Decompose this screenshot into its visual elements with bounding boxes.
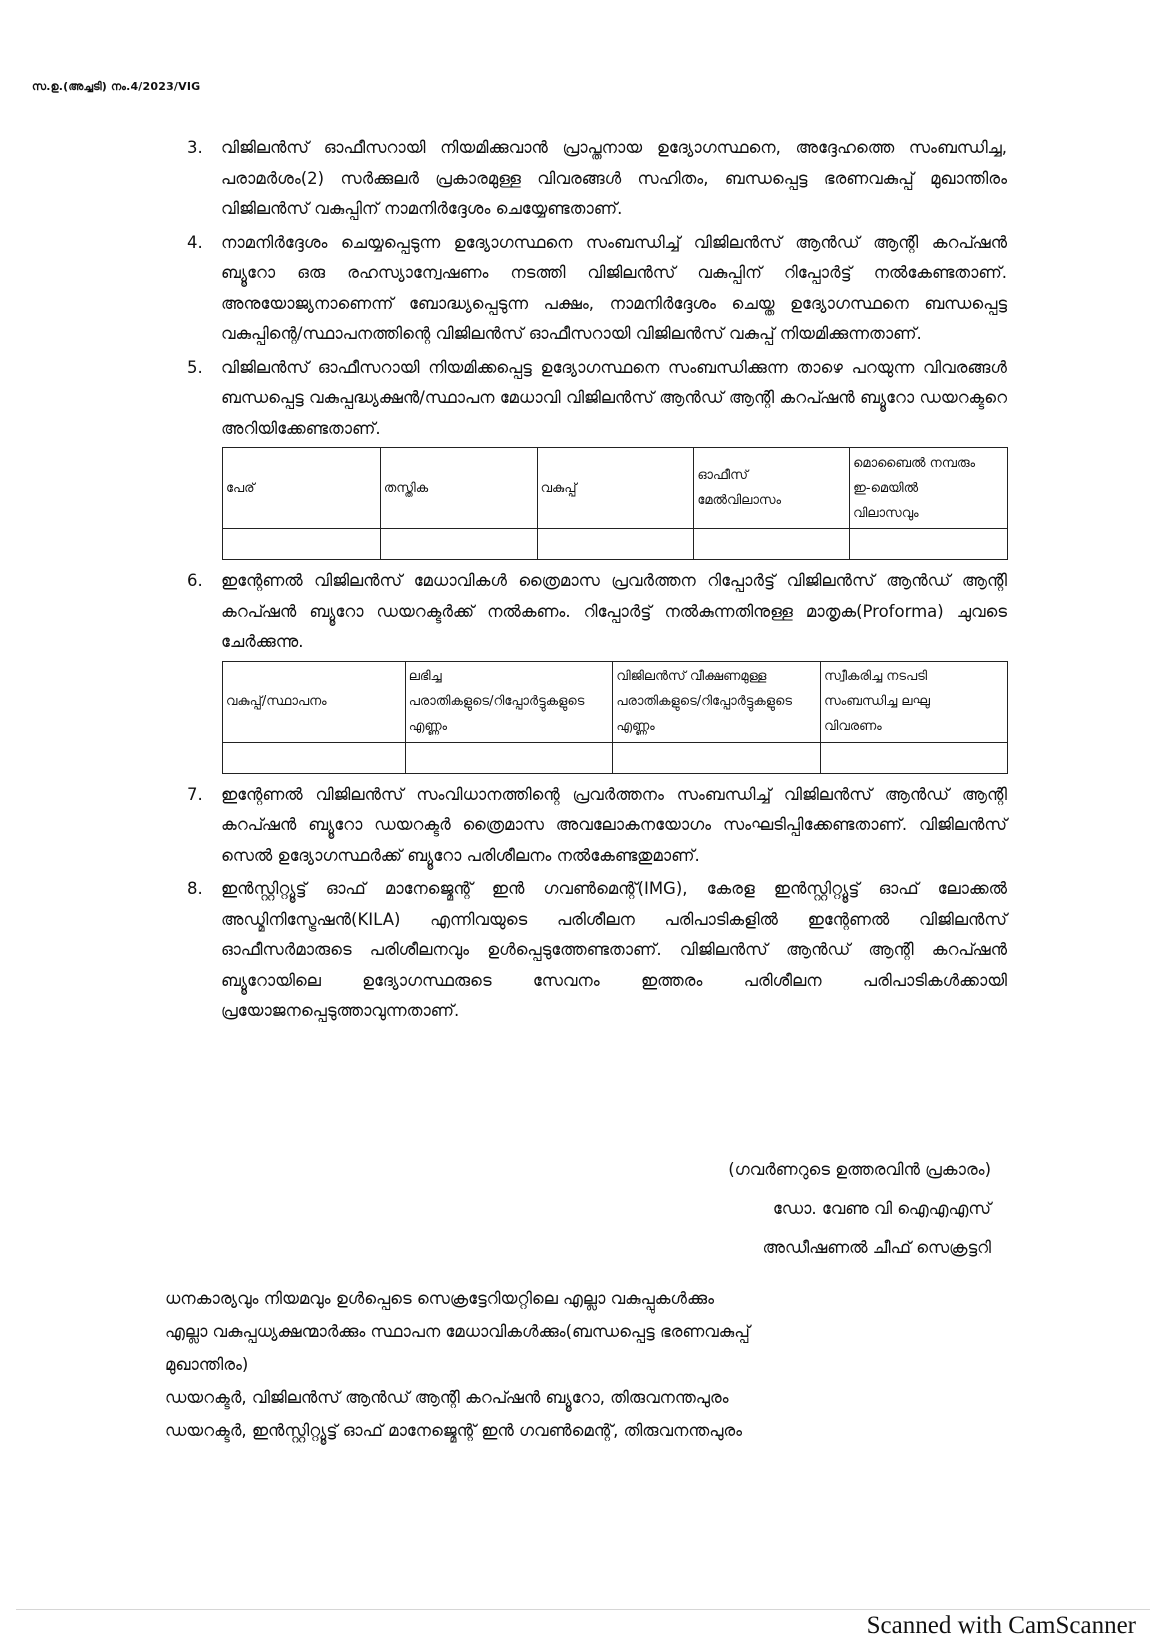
clause-8 [187,874,1007,1027]
signature-block [728,1150,991,1267]
column-header: മൊബൈൽ നമ്പരും ഇ-മെയിൽ വിലാസവും [850,448,1008,529]
clause-number: 7. [187,784,203,804]
distribution-line: മുഖാന്തിരം) [165,1355,249,1374]
distribution-line: ധനകാര്യവും നിയമവും ഉൾപ്പെടെ സെക്രട്ടേറിയറ്റിലെ എല്ലാ വകുപ്പുകൾക്കും [165,1289,714,1308]
column-header: വകുപ്പ് [537,448,694,529]
clause-number: 5. [187,357,203,377]
footer-divider [16,1609,1150,1610]
table-cell [223,742,406,773]
clause-text: വിജിലൻസ് ഓഫീസറായി നിയമിക്കപ്പെട്ട ഉദ്യോഗസ്ഥനെ സംബന്ധിക്കുന്ന താഴെ പറയുന്ന വിവരങ്ങൾ ബന്ധപ്പെട്ട വകുപ്പദ്ധ്യക്ഷൻ/സ്ഥാപന മേധാവി വിജിലൻസ് ആൻഡ് ആന്റി കറപ്ഷൻ ബ്യൂറോ ഡയറക്ടറെ അറിയിക്കേണ്ടതാണ്. [221,357,1007,438]
table-cell [694,529,850,560]
clause-number: 8. [187,879,203,898]
clause-4 [187,228,1007,350]
scanner-watermark: Scanned with CamScanner [866,1612,1136,1639]
clause-number: 6. [187,571,203,590]
authority-line: (ഗവർണറുടെ ഉത്തരവിൻ പ്രകാരം) [728,1160,991,1179]
table-row [223,529,1008,560]
column-header: വകുപ്പ്/സ്ഥാപനം [223,661,406,742]
signatory-designation: അഡീഷണൽ ചീഫ് സെക്രട്ടറി [762,1238,991,1257]
order-reference: സ.ഉ.(അച്ചടി) നം.4/2023/VIG [32,80,201,93]
table-cell [223,529,381,560]
table-cell [821,742,1008,773]
clause-number: 4. [187,232,203,252]
distribution-line: ഡയറക്ടർ, ഇൻസ്റ്റിറ്റ്യൂട്ട് ഓഫ് മാനേജ്മെന്റ് ഇൻ ഗവൺമെന്റ്, തിരുവനന്തപുരം [165,1421,743,1440]
clause-6 [187,566,1007,658]
signatory-name: ഡോ. വേണു വി ഐഎഎസ് [772,1199,991,1218]
order-body [187,133,1007,1030]
column-header: വിജിലൻസ് വീക്ഷണമുള്ള പരാതികളുടെ/റിപ്പോർട്ടുകളുടെ എണ്ണം [613,661,821,742]
distribution-line: ഡയറക്ടർ, വിജിലൻസ് ആൻഡ് ആന്റി കറപ്ഷൻ ബ്യൂറോ, തിരുവനന്തപുരം [165,1388,729,1407]
column-header: സ്വീകരിച്ച നടപടി സംബന്ധിച്ച ലഘു വിവരണം [821,661,1008,742]
proforma-table [222,661,1008,774]
table-cell [380,529,537,560]
table-header-row [223,448,1008,529]
table-cell [850,529,1008,560]
table-header-row [223,661,1008,742]
clause-text: നാമനിർദ്ദേശം ചെയ്യപ്പെടുന്ന ഉദ്യോഗസ്ഥനെ സംബന്ധിച്ച് വിജിലൻസ് ആൻഡ് ആന്റി കറപ്ഷൻ ബ്യൂറോ ഒരു രഹസ്യാന്വേഷണം നടത്തി വിജിലൻസ് വകുപ്പിന് റിപ്പോർട്ട് നൽകേണ്ടതാണ്. അനുയോജ്യനാണെന്ന് ബോദ്ധ്യപ്പെടുന്ന പക്ഷം, നാമനിർദ്ദേശം ചെയ്ത ഉദ്യോഗസ്ഥനെ ബന്ധപ്പെട്ട വകുപ്പിന്റെ/സ്ഥാപനത്തിന്റെ വിജിലൻസ് ഓഫീസറായി വിജിലൻസ് വകുപ്പ് നിയമിക്കുന്നതാണ്. [221,232,1007,343]
column-header: തസ്തിക [380,448,537,529]
table-cell [405,742,613,773]
clause-text: ഇന്റേണൽ വിജിലൻസ് സംവിധാനത്തിന്റെ പ്രവർത്തനം സംബന്ധിച്ച് വിജിലൻസ് ആൻഡ് ആന്റി കറപ്ഷൻ ബ്യൂറോ ഡയറക്ടർ ത്രൈമാസ അവലോകനയോഗം സംഘടിപ്പിക്കേണ്ടതാണ്. വിജിലൻസ് സെൽ ഉദ്യോഗസ്ഥർക്ക് ബ്യൂറോ പരിശീലനം നൽകേണ്ടതുമാണ്. [221,784,1007,865]
clause-text: ഇന്റേണൽ വിജിലൻസ് മേധാവികൾ ത്രൈമാസ പ്രവർത്തന റിപ്പോർട്ട് വിജിലൻസ് ആൻഡ് ആന്റി കറപ്ഷൻ ബ്യൂറോ ഡയറക്ടർക്ക് നൽകണം. റിപ്പോർട്ട് നൽകുന്നതിനുള്ള മാതൃക(Proforma) ചുവടെ ചേർക്കുന്നു. [221,571,1007,651]
column-header: പേര് [223,448,381,529]
clause-number: 3. [187,138,203,157]
clause-7 [187,780,1007,872]
distribution-line: എല്ലാ വകുപ്പധ്യക്ഷന്മാർക്കും സ്ഥാപന മേധാവികൾക്കും(ബന്ധപ്പെട്ട ഭരണവകുപ്പ് [165,1322,750,1341]
distribution-list [165,1282,965,1447]
clause-3 [187,133,1007,225]
officer-details-table [222,447,1008,560]
clause-5 [187,353,1007,445]
table-cell [613,742,821,773]
column-header: ഓഫീസ് മേൽവിലാസം [694,448,850,529]
clause-text: വിജിലൻസ് ഓഫീസറായി നിയമിക്കുവാൻ പ്രാപ്തനായ ഉദ്യോഗസ്ഥനെ, അദ്ദേഹത്തെ സംബന്ധിച്ച, പരാമർശം(2) സർക്കുലർ പ്രകാരമുള്ള വിവരങ്ങൾ സഹിതം, ബന്ധപ്പെട്ട ഭരണവകുപ്പ് മുഖാന്തിരം വിജിലൻസ് വകുപ്പിന് നാമനിർദ്ദേശം ചെയ്യേണ്ടതാണ്. [221,138,1007,218]
column-header: ലഭിച്ച പരാതികളുടെ/റിപ്പോർട്ടുകളുടെ എണ്ണം [405,661,613,742]
table-cell [537,529,694,560]
table-row [223,742,1008,773]
clause-text: ഇൻസ്റ്റിറ്റ്യൂട്ട് ഓഫ് മാനേജ്മെന്റ് ഇൻ ഗവൺമെന്റ്(IMG), കേരള ഇൻസ്റ്റിറ്റ്യൂട്ട് ഓഫ് ലോക്കൽ അഡ്മിനിസ്ട്രേഷൻ(KILA) എന്നിവയുടെ പരിശീലന പരിപാടികളിൽ ഇന്റേണൽ വിജിലൻസ് ഓഫീസർമാരുടെ പരിശീലനവും ഉൾപ്പെടുത്തേണ്ടതാണ്. വിജിലൻസ് ആൻഡ് ആന്റി കറപ്ഷൻ ബ്യൂറോയിലെ ഉദ്യോഗസ്ഥരുടെ സേവനം ഇത്തരം പരിശീലന പരിപാടികൾക്കായി പ്രയോജനപ്പെടുത്താവുന്നതാണ്. [221,879,1007,1020]
